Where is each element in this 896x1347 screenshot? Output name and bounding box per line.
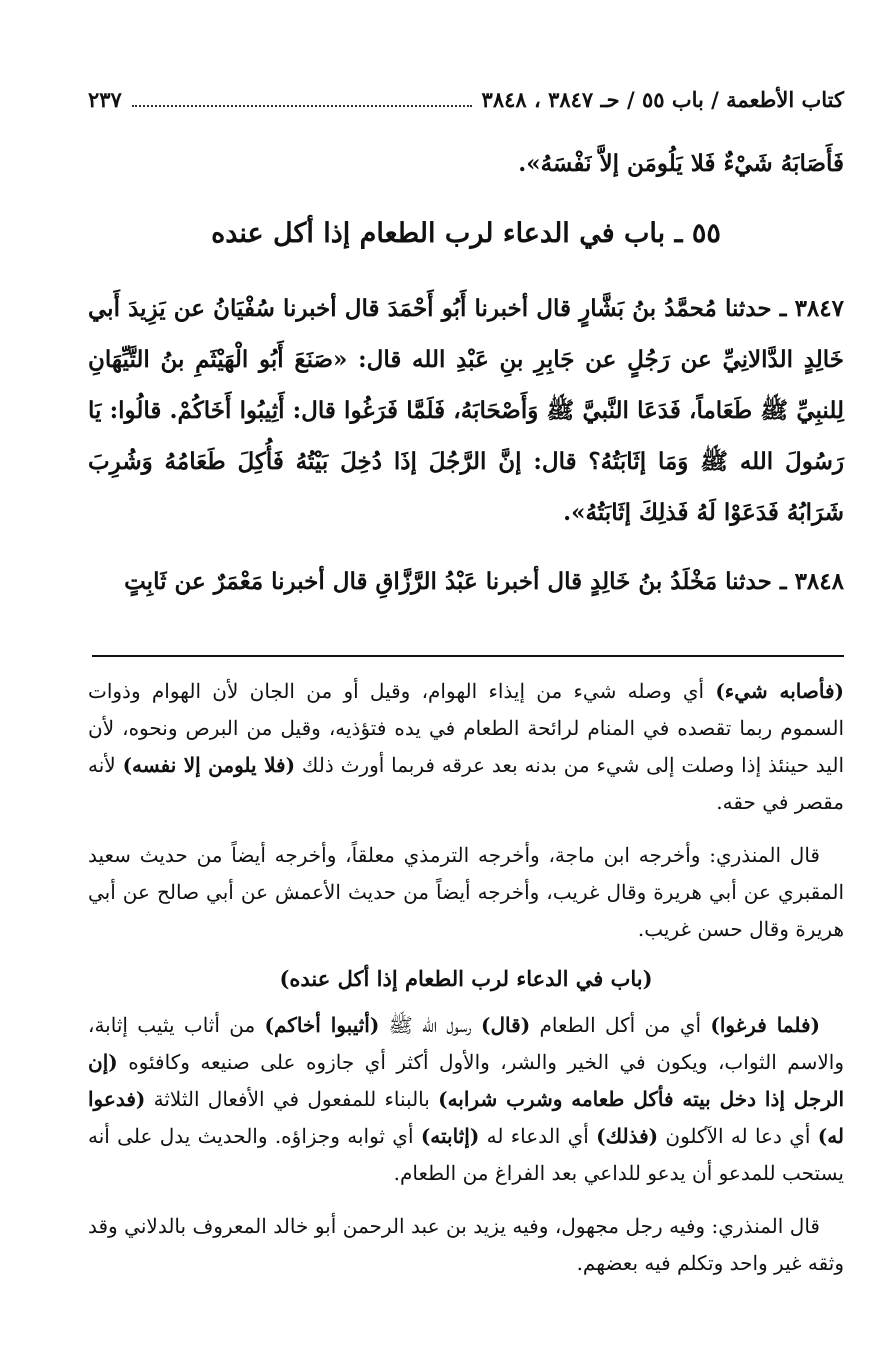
commentary-chapter-title: (باب في الدعاء لرب الطعام إذا أكل عنده) bbox=[279, 966, 653, 991]
text-span: رسول الله ﷺ bbox=[379, 1013, 482, 1037]
footnote-divider bbox=[92, 655, 844, 657]
hadith-3848: ٣٨٤٨ ـ حدثنا مَخْلَدُ بنُ خَالِدٍ قال أخبرنا عَبْدُ الرَّزَّاقِ قال أخبرنا مَعْمَرٌ عن ثَابِتٍ bbox=[124, 568, 844, 595]
commentary-paragraph-1 bbox=[88, 673, 844, 821]
text-span: أي ثوابه وجزاؤه. والحديث يدل على أنه يستحب للمدعو أن يدعو للداعي بعد الفراغ من الطعام. bbox=[88, 1124, 844, 1185]
commentary-paragraph-2: قال المنذري: وأخرجه ابن ماجة، وأخرجه الترمذي معلقاً، وأخرجه أيضاً من حديث سعيد المقبري عن أبي هريرة وقال غريب، وأخرجه أيضاً من حديث الأعمش عن أبي صالح عن أبي هريرة وقال حسن غريب. bbox=[88, 843, 844, 941]
chapter-title: ٥٥ ـ باب في الدعاء لرب الطعام إذا أكل عنده bbox=[211, 218, 721, 249]
text-span: أي دعا له الآكلون bbox=[658, 1124, 818, 1148]
main-text bbox=[88, 138, 844, 607]
bold-phrase: (فلما فرغوا) bbox=[710, 1013, 820, 1037]
text-span: أي الدعاء له bbox=[479, 1124, 597, 1148]
commentary-paragraph-3 bbox=[88, 1007, 844, 1192]
hadith-3847: ٣٨٤٧ ـ حدثنا مُحمَّدُ بنُ بَشَّارٍ قال أخبرنا أَبُو أَحْمَدَ قال أخبرنا سُفْيَانُ عن يَزِيدَ أَبي خَالِدٍ الدَّالانِيِّ عن رَجُلٍ عن جَابِرِ بنِ عَبْدِ الله قال: «صَنَعَ أَبُو الْهَيْثَمِ بنُ التَّيِّهَانِ لِلنبِيِّ ﷺ طَعَاماً، فَدَعَا النَّبيَّ ﷺ وَأَصْحَابَهُ، فَلَمَّا فَرَغُوا قال: أَثِيبُوا أَخَاكُمْ. قالُوا: يَا رَسُولَ الله ﷺ وَمَا إثَابَتُهُ؟ قال: إنَّ الرَّجُلَ إذَا دُخِلَ بَيْتُهُ فَأُكِلَ طَعَامُهُ وَشُرِبَ شَرَابُهُ فَدَعَوْا لَهُ فَذلِكَ إثَابَتُهُ». bbox=[88, 295, 844, 526]
header-dot-leader bbox=[132, 91, 472, 107]
commentary-paragraph-4: قال المنذري: وفيه رجل مجهول، وفيه يزيد بن عبد الرحمن أبو خالد المعروف بالدلاني وقد وثقه غير واحد وتكلم فيه بعضهم. bbox=[88, 1214, 844, 1275]
bold-phrase: (فذلك) bbox=[596, 1124, 659, 1148]
bold-phrase: (فأصابه شيء) bbox=[715, 679, 844, 703]
bold-phrase: (أثيبوا أخاكم) bbox=[264, 1013, 380, 1037]
bold-phrase: (إثابته) bbox=[420, 1124, 480, 1148]
header-title: كتاب الأطعمة / باب ٥٥ / حـ ٣٨٤٧ ، ٣٨٤٨ bbox=[481, 87, 844, 112]
commentary bbox=[88, 673, 844, 1282]
running-header bbox=[88, 82, 844, 118]
text-span: أي من أكل الطعام bbox=[530, 1013, 711, 1037]
bold-phrase: (قال) bbox=[481, 1013, 531, 1037]
page bbox=[88, 82, 844, 1282]
text-span: أي وصله شيء من إيذاء الهوام، وقيل أو من الجان لأن الهوام وذوات السموم ربما تقصده في المنام لرائحة الطعام في يده فتؤذيه، وقيل من البرص ونحوه، لأن اليد حينئذ إذا وصلت إلى شيء من بدنه بعد عرقه فربما أورث ذلك bbox=[88, 679, 844, 777]
opening-line: فَأَصَابَهُ شَيْءٌ فَلا يَلُومَن إلاَّ نَفْسَهُ». bbox=[518, 150, 844, 177]
bold-phrase: (إن الرجل إذا دخل بيته فأكل طعامه وشرب شرابه) bbox=[88, 1050, 844, 1111]
page-number: ٢٣٧ bbox=[88, 87, 122, 112]
bold-phrase: (فدعوا له) bbox=[88, 1087, 845, 1148]
text-span: لأنه مقصر في حقه. bbox=[88, 753, 844, 814]
text-span: من أثاب يثيب إثابة، والاسم الثواب، ويكون في الخير والشر، والأول أكثر أي جازوه على صنيعه وكافئوه bbox=[88, 1013, 844, 1074]
bold-phrase: (فلا يلومن إلا نفسه) bbox=[122, 753, 296, 777]
text-span: بالبناء للمفعول في الأفعال الثلاثة bbox=[145, 1087, 439, 1111]
